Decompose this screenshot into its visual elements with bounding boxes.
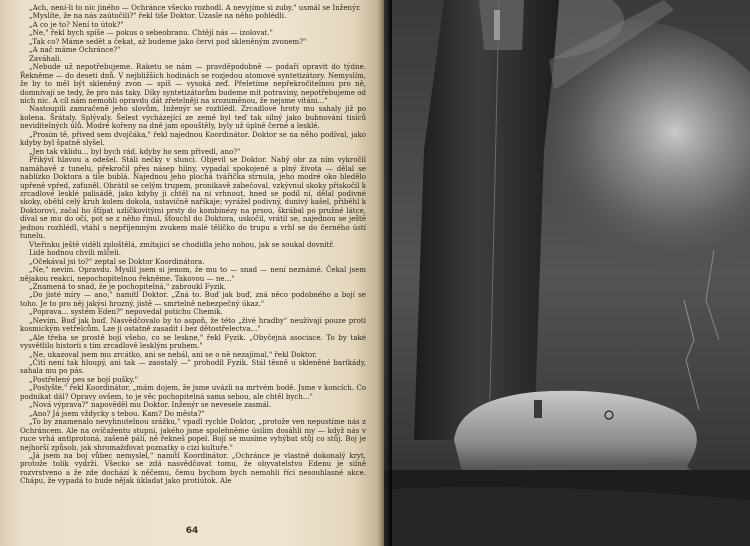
illustration-artwork: [384, 0, 750, 546]
paragraph: „Prosím tě, přived sem dvojčáka," řekl najednou Koordinátor. Doktor se na něho podíval, jako kdyby byl špatně slyšel.: [20, 129, 366, 148]
paragraph: „Ne," řekl bych spíše — pokus o sebeobranu. Chtějí nás — izolovat.": [29, 28, 273, 38]
paragraph: „Ale třeba se prostě bojí všeho, co se leskne," řekl Fyzik. „Obyčejná asociace. To by také vysvětlilo historii s tím zrcadlově lesklým pruhem.": [20, 332, 366, 351]
paragraph: „Nevím. Buď jak buď. Nasvědčovalo by to aspoň, že této „živé hradby" neužívají pouze proti kosmickým vetřelcům. Lze ji ostatně zasadit i bez dětostřelectva...": [20, 315, 366, 334]
paragraph: „Nová výprava?" napověděl mu Doktor. Inženýr se nevesele zasmál.: [29, 400, 272, 410]
paragraph: „Ach, není-li to nic jiného — Ochránce všecko rozhodl. A nevyjíme si zuby," usmál se Inženýr.: [29, 3, 361, 12]
paragraph: „Ne, ukazoval jsem mu zrcátko, ani se nebál, ani se o ně nezajímal," řekl Doktor.: [29, 349, 317, 359]
right-page-illustration: [384, 0, 750, 546]
paragraph: „To by znamenalo nevyhnutelnou srážku," vpadl rychle Doktor, „protože ven nepustíme nás z Ochráncem. Ale na ovíčažentu stupni, jakého jsme spolehněme úsilím dosáhli my — když nás v ruce vrhá antiprotoná, zašeně páli, ně řekneš popel. Bojí se musíme vyhýbat stůj co stůj. Boj je nejhorší způsob, jak shromažďovat poznatky o cizí kultuře.": [20, 417, 366, 452]
paragraph: „Očekával jsi to?" zeptal se Doktor Koordinátora.: [29, 256, 205, 266]
book-gutter: [378, 0, 392, 546]
paragraph: Přikývl hlavou a odešel. Stáli nečky v slunci. Objevil se Doktor. Nahý obr za ním vykročil namáhavě z tunelu, překročil přes násep hlíny, vypadal spokojeně a plný života — dělal se nablízko Doktora a tile bublá. Najednou jeho plochá tvářička strnula, jeho modré oko hledělo upřeně vpřed, zaťuněl. Obrátil se celým trupem, pronikavě zabečoval, vzkývnul skoky přiskočil k zrcadlové lesklé palisádě, jako kdyby ji chtěl na ni vrhnout, hned se podíl ní, dělal podivné skoky, oběhl celý kruh kolem dokola, ustavičně naříkaje; vyrážel podivný, dunivý kašel, přiběhl k Doktorovi, začal ho šťípat uzlíčkovitými prsty do kombinézy na prsou, škrábal po pružné látce, díval se mu do očí, pot se z něho řinul, šťouchl do Doktora, uskočil, vrátil se, najednou se ještě jednou rozhlédl, vtáhl s nepříjemným zvukem malé tělíčko do trupu a vrhl se do černého ústí tunelu.: [20, 155, 366, 241]
paragraph: „Ano? Já jsem vždycky s tebou. Kam? Do města?": [29, 408, 205, 418]
paragraph: „Já jsem na boj vůbec nemyslel," namítl Koordinátor. „Ochránce je vlastně dokonalý kryt, protože tolik vydrží. Všecko se zdá nasvědčovat tomu, že obyvatelstvo Edenu je silně rozvrstveno a že zde dochází k něčemu, čemu bychom bych nemohli říci nesouhlasné akce. Chápu, že vypadá to bude nějak úkladat jako protiútok. Ale: [20, 451, 366, 486]
tower-top-panel: [479, 0, 524, 50]
tower-light: [494, 10, 500, 40]
paragraph: Nastoupili zamračeně jeho slovům, Inženýr se rozhlédl. Zrcadlové hroty mu sahaly již po kolena. Šrátaly. Splývaly. Šelest vycházející ze země byl teď tak silný jako bubnování tisíců neviditelných úlů. Modré kořeny na dně jam opouštěly, byly už úplně černé a lesklé.: [20, 104, 366, 131]
paragraph: Zaváhali.: [29, 53, 62, 63]
paragraph: „Znamená to snad, že je pochopitelná," zabroukl Fyzik.: [29, 281, 227, 291]
paragraph: „Čití není tak hloupý, ani tak — zaostalý —" prohodil Fyzik. Stál těsně u skleněné barikády, sahala mu po pás.: [20, 358, 366, 376]
paragraph: „Postřelený pes se bojí pušky.": [29, 374, 138, 384]
paragraph: Lidé hodnou chvíli mlčeli.: [29, 248, 121, 258]
vehicle-hatch: [534, 400, 542, 418]
paragraph: „Myslíte, že na nás zaútočili?" řekl tiše Doktor. Uzasle na něho pohlédli.: [29, 11, 287, 21]
paragraph: „Ne," nevím. Opravdu. Myslil jsem si jenom, že mu to — snad — není neznámé. Čekal jsem nějakou reakci, nepochopitelnou řekněme. Takovou — ne...": [20, 265, 366, 283]
paragraph: Vteřinku ještě viděli zploštělá, zmítající se chodidla jeho nohou, jak se soukal dovnitř.: [29, 239, 335, 249]
paragraph: „Nebude už nepotřebujeme. Raketu se nám — pravděpodobně — podaří opravit do týdne. Řekněme — do deseti dnů. V nejbližších hodinách se rozjedou atomové syntetizátory. Nemyslím, že by to měl být skleněný zvon — spíš — vysoká zeď. Přeletíme nepřekročitelnou pro ně, domnívají se tedy, že pro nás taky. Díky syntetizátorům budeme mít potraviny, nepotřebujeme od nich nic. A cíl nám nemohli opravdu dát zřetelněji na srozuměnou, že nejsme vítáni...": [20, 62, 366, 105]
paragraph: „Poslyšte," řekl Koordinátor, „mám dojem, že jsme uvázli na mrtvém bodě. Jsme v koncích. Co podnikat dál? Opravy ovšem, to je věc pochopitelná sama sebou, ale chtěl bych...": [20, 383, 366, 401]
paragraph: „A co je to? Není to útok?": [29, 19, 124, 29]
page-number: 64: [185, 526, 199, 536]
paragraph: „Do jisté míry — ano," namítl Doktor. „Zná to. Buď jak buď, zná něco podobného a bojí se toho. Je to pro něj jakýsi hrozný, jistě — smrtelně nebezpečný úkaz.": [20, 290, 366, 308]
paragraph: „A nač máme Ochránce?": [29, 45, 121, 55]
paragraph: „Tak co? Máme sedět a čekat, až budeme jako červi pod skleněným zvonem?": [29, 36, 307, 46]
paragraph: „Poprava... systém Eden?" nepovedal potichu Chemik.: [29, 307, 223, 317]
paragraph: „Jen tak vklidu... byl bych rád, kdyby ho sem přivedl, ano?": [29, 146, 241, 156]
page-text: [20, 4, 366, 486]
